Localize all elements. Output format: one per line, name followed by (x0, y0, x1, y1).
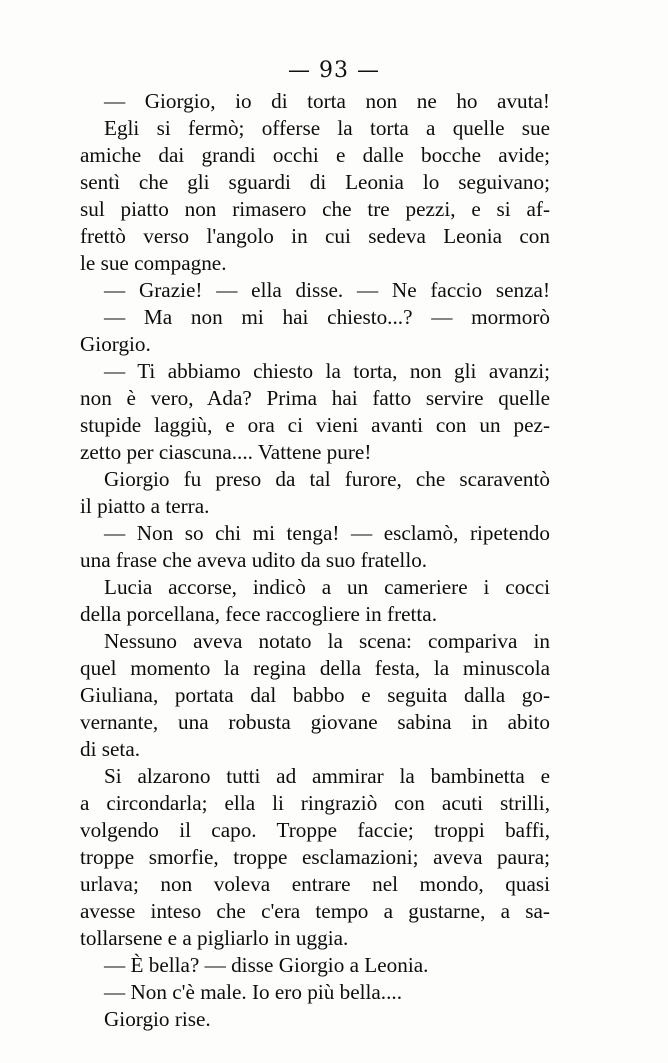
text-line: avesse inteso che c'era tempo a gustarne, a sa- (80, 899, 550, 923)
text-line: Si alzarono tutti ad ammirar la bambinetta e (104, 764, 550, 788)
body-text (80, 88, 550, 1033)
text-line: Nessuno aveva notato la scena: compariva in (104, 629, 550, 653)
text-line: di seta. (80, 737, 141, 761)
text-line: — Grazie! — ella disse. — Ne faccio senza! (104, 278, 550, 302)
text-line: frettò verso l'angolo in cui sedeva Leonia con (80, 224, 550, 248)
text-line: — Non c'è male. Io ero più bella.... (104, 980, 402, 1004)
text-line: troppe smorfie, troppe esclamazioni; aveva paura; (80, 845, 550, 869)
text-line: a circondarla; ella li ringraziò con acuti strilli, (80, 791, 550, 815)
text-line: il piatto a terra. (80, 494, 210, 518)
text-line: Giorgio rise. (104, 1007, 211, 1031)
text-line: — Non so chi mi tenga! — esclamò, ripetendo (104, 521, 550, 545)
text-line: Lucia accorse, indicò a un cameriere i cocci (104, 575, 550, 599)
text-line: non è vero, Ada? Prima hai fatto servire quelle (80, 386, 550, 410)
text-line: Giorgio. (80, 332, 151, 356)
text-line: volgendo il capo. Troppe faccie; troppi baffi, (80, 818, 550, 842)
text-line: le sue compagne. (80, 251, 227, 275)
text-line: sul piatto non rimasero che tre pezzi, e si af- (80, 197, 550, 221)
text-line: — Giorgio, io di torta non ne ho avuta! (104, 89, 550, 113)
text-line: Egli si fermò; offerse la torta a quelle sue (104, 116, 550, 140)
text-line: stupide laggiù, e ora ci vieni avanti con un pez- (80, 413, 550, 437)
text-line: della porcellana, fece raccogliere in fretta. (80, 602, 438, 626)
text-line: tollarsene e a pigliarlo in uggia. (80, 926, 349, 950)
text-line: sentì che gli sguardi di Leonia lo seguivano; (80, 170, 550, 194)
text-line: — Ma non mi hai chiesto...? — mormorò (104, 305, 550, 329)
text-line: quel momento la regina della festa, la minuscola (80, 656, 550, 680)
text-line: — Ti abbiamo chiesto la torta, non gli avanzi; (104, 359, 550, 383)
text-line: — È bella? — disse Giorgio a Leonia. (104, 953, 429, 977)
text-line: Giuliana, portata dal babbo e seguita dalla go- (80, 683, 550, 707)
text-line: una frase che aveva udito da suo fratello. (80, 548, 428, 572)
text-line: Giorgio fu preso da tal furore, che scaraventò (104, 467, 550, 491)
text-line: urlava; non voleva entrare nel mondo, quasi (80, 872, 550, 896)
page-number: — 93 — (288, 58, 380, 83)
text-line: zetto per ciascuna.... Vattene pure! (80, 440, 372, 464)
text-line: vernante, una robusta giovane sabina in abito (80, 710, 550, 734)
text-line: amiche dai grandi occhi e dalle bocche avide; (80, 143, 550, 167)
